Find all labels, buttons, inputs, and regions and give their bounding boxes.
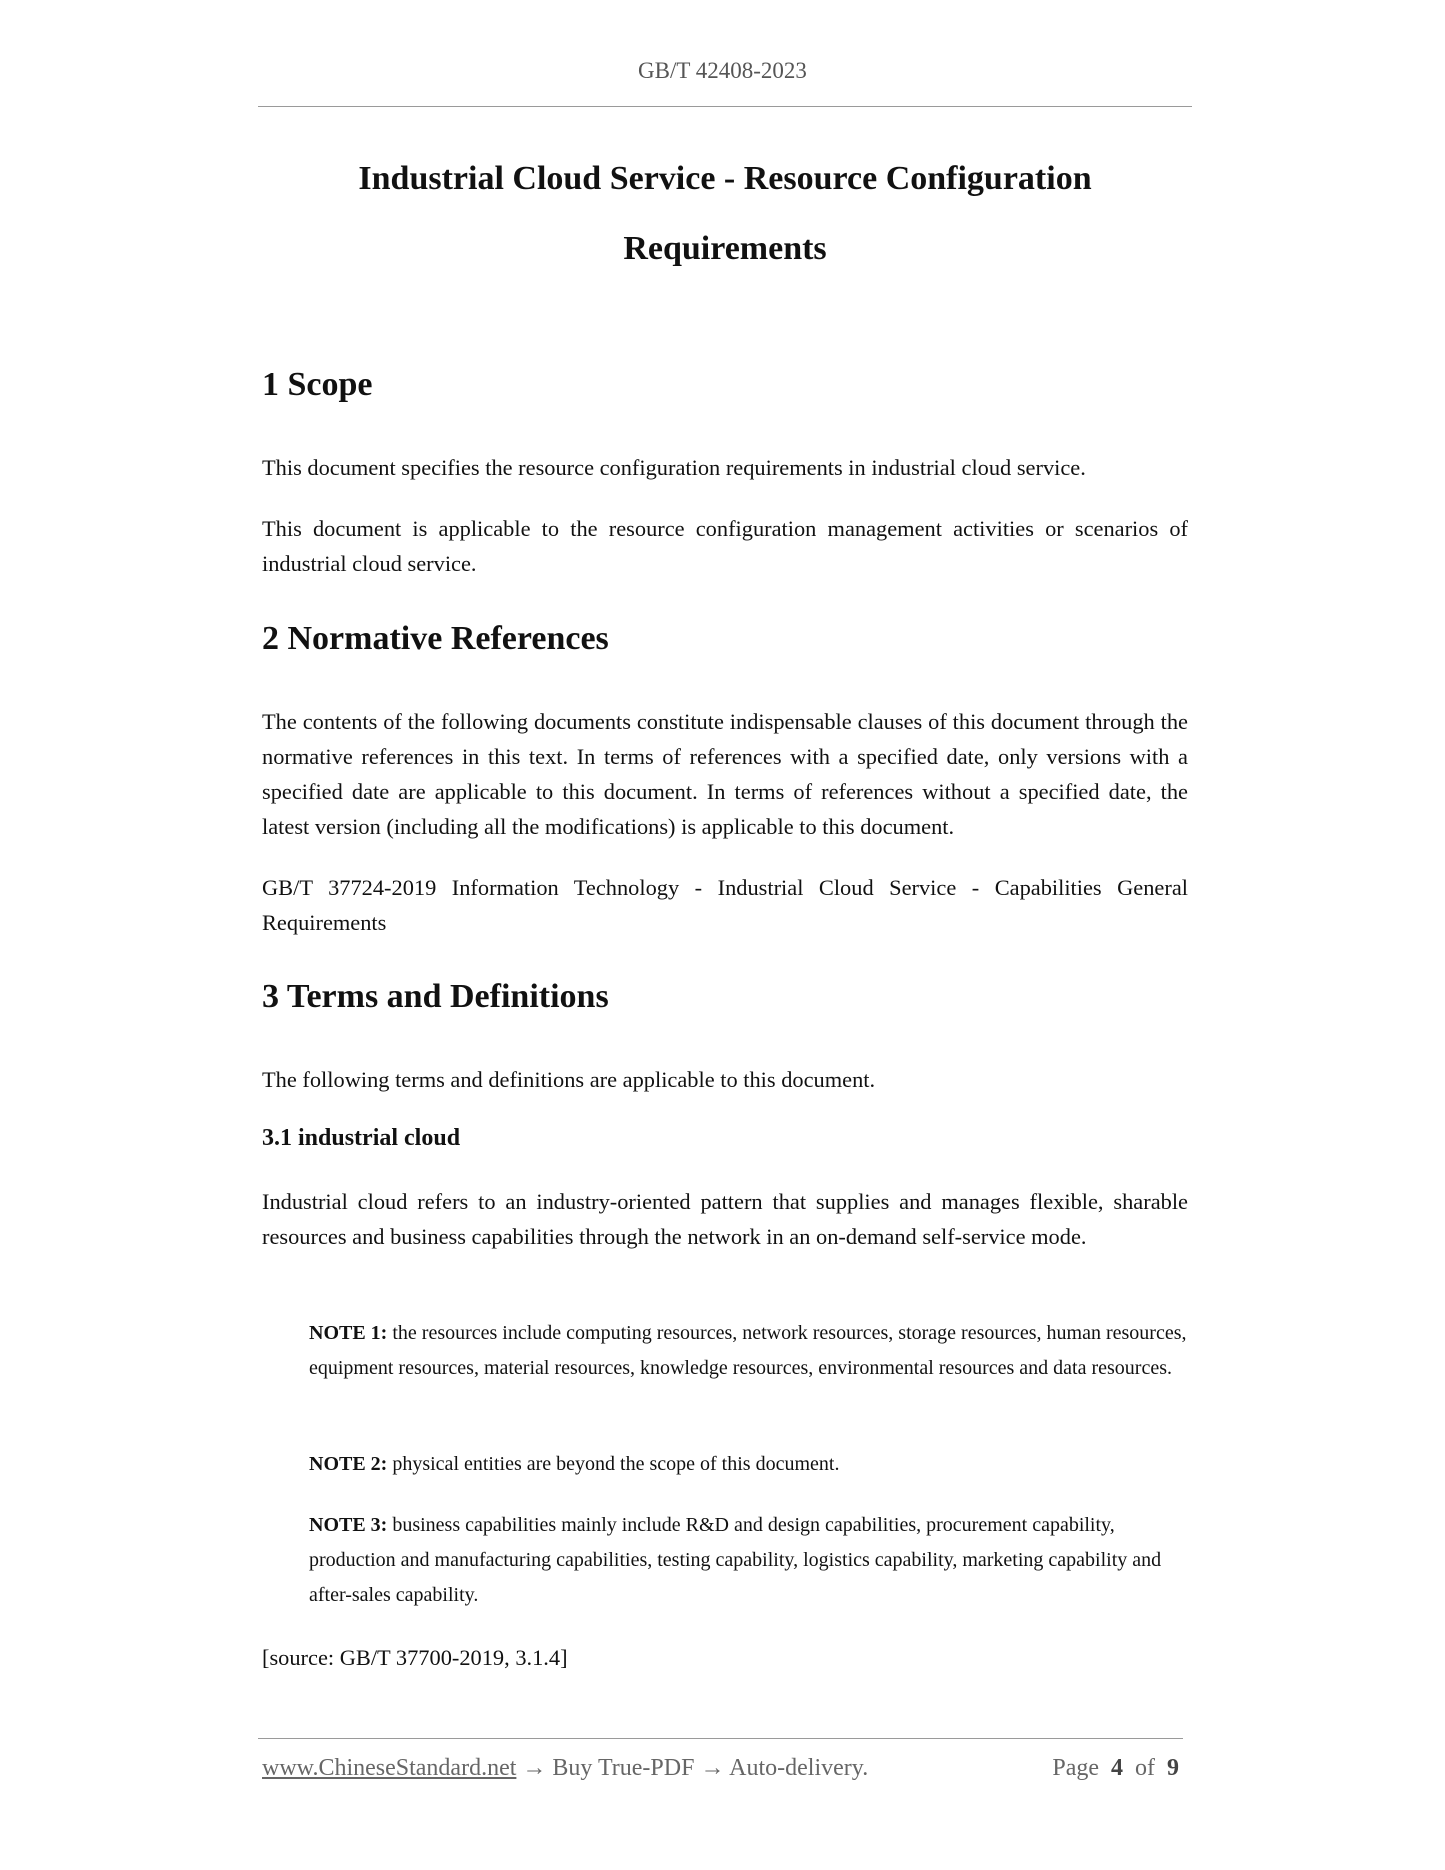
footer-arrow-2: → — [700, 1755, 725, 1781]
section-2-paragraph-1: The contents of the following documents constitute indispensable clauses of this document through the normative references in this text. In terms of references with a specified date, only versions with a specified date are applicable to this document. In terms of references without a specified date, the latest version (including all the modifications) is applicable to this document. — [262, 709, 1188, 839]
footer-delivery-text: Auto-delivery. — [729, 1755, 869, 1781]
footer-page-total: 9 — [1167, 1755, 1179, 1781]
footer-of-word: of — [1135, 1755, 1155, 1781]
footer-buy-text: Buy True-PDF — [552, 1755, 695, 1781]
document-title-line-2: Requirements — [623, 230, 827, 267]
header-standard-code: GB/T 42408-2023 — [638, 58, 807, 83]
footer-page-word: Page — [1052, 1755, 1099, 1781]
note-1-label: NOTE 1: — [309, 1322, 388, 1344]
footer-divider — [258, 1738, 1183, 1739]
section-3-heading: 3 Terms and Definitions — [262, 978, 609, 1015]
footer-site-link[interactable]: www.ChineseStandard.net — [262, 1755, 517, 1781]
note-3-label: NOTE 3: — [309, 1514, 388, 1536]
term-3-1-heading: 3.1 industrial cloud — [262, 1125, 461, 1151]
header-divider — [258, 106, 1192, 107]
note-3 — [309, 1508, 1188, 1613]
section-2-reference-item: GB/T 37724-2019 Information Technology - Industrial Cloud Service - Capabilities General Requirements — [262, 875, 1188, 935]
section-2-heading: 2 Normative References — [262, 620, 609, 657]
term-3-1-definition: Industrial cloud refers to an industry-oriented pattern that supplies and manages flexible, sharable resources and business capabilities through the network in an on-demand self-service mode. — [262, 1189, 1188, 1249]
term-3-1-source: [source: GB/T 37700-2019, 3.1.4] — [262, 1645, 568, 1670]
note-1-text: the resources include computing resources, network resources, storage resources, human resources, equipment resources, material resources, knowledge resources, environmental resources and data resources. — [309, 1322, 1187, 1379]
footer — [262, 1755, 1183, 1782]
note-1 — [309, 1316, 1188, 1386]
section-1-paragraph-1: This document specifies the resource configuration requirements in industrial cloud service. — [262, 455, 1086, 480]
note-2 — [309, 1447, 1188, 1482]
section-3-paragraph-1: The following terms and definitions are applicable to this document. — [262, 1067, 876, 1092]
note-2-text: physical entities are beyond the scope of this document. — [392, 1453, 840, 1475]
document-title-line-1: Industrial Cloud Service - Resource Configuration — [358, 160, 1092, 197]
footer-page-current: 4 — [1111, 1755, 1123, 1781]
footer-page-indicator — [1052, 1755, 1179, 1782]
section-1-paragraph-2: This document is applicable to the resource configuration management activities or scenarios of industrial cloud service. — [262, 516, 1188, 576]
note-2-label: NOTE 2: — [309, 1453, 388, 1475]
section-1-heading: 1 Scope — [262, 366, 373, 403]
footer-arrow-1: → — [522, 1755, 547, 1781]
note-3-text: business capabilities mainly include R&D and design capabilities, procurement capability, production and manufacturing capabilities, testing capability, logistics capability, marketing capability and after-sales capability. — [309, 1514, 1162, 1606]
